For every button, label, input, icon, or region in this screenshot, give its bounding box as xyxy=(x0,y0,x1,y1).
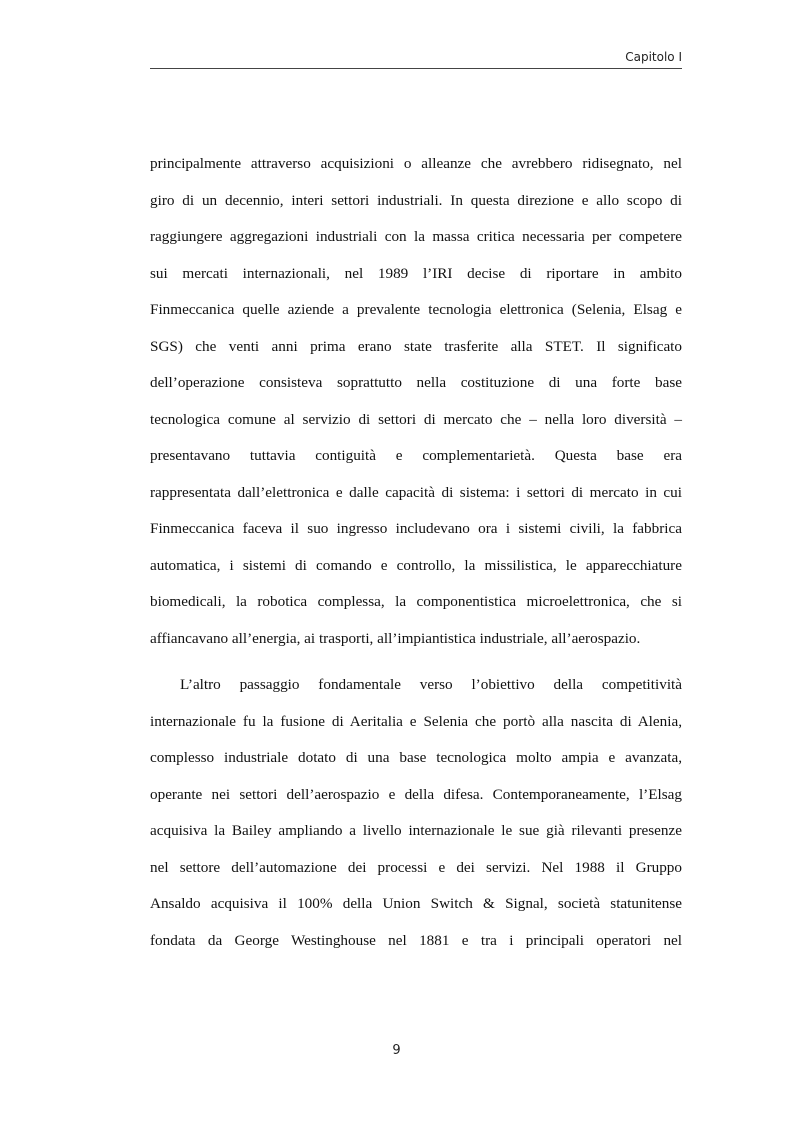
text-line: automatica, i sistemi di comando e controllo, la missilistica, le apparecchiature xyxy=(150,556,682,574)
text-line: Finmeccanica quelle aziende a prevalente tecnologia elettronica (Selenia, Elsag e xyxy=(150,301,682,318)
text-line: biomedicali, la robotica complessa, la componentistica microelettronica, che si xyxy=(150,593,682,610)
text-line: dell’operazione consisteva soprattutto nella costituzione di una forte base xyxy=(150,374,682,391)
text-line: fondata da George Westinghouse nel 1881 e tra i principali operatori nel xyxy=(150,931,682,949)
text-line: acquisiva la Bailey ampliando a livello internazionale le sue già rilevanti presenze xyxy=(150,822,682,839)
text-line: nel settore dell’automazione dei processi e dei servizi. Nel 1988 il Gruppo xyxy=(150,858,682,876)
text-line: Ansaldo acquisiva il 100% della Union Switch & Signal, società statunitense xyxy=(150,895,682,912)
text-line: operante nei settori dell’aerospazio e della difesa. Contemporaneamente, l’Elsag xyxy=(150,785,682,803)
text-line: internazionale fu la fusione di Aeritalia e Selenia che portò alla nascita di Alenia, xyxy=(150,712,682,730)
body-text xyxy=(150,146,682,959)
text-line: sui mercati internazionali, nel 1989 l’IRI decise di riportare in ambito xyxy=(150,264,682,282)
paragraph-1 xyxy=(150,146,682,657)
text-line: SGS) che venti anni prima erano state trasferite alla STET. Il significato xyxy=(150,337,682,355)
chapter-title: Capitolo I xyxy=(625,50,682,64)
text-line: tecnologica comune al servizio di settori di mercato che – nella loro diversità – xyxy=(150,410,682,428)
text-line: presentavano tuttavia contiguità e complementarietà. Questa base era xyxy=(150,447,682,464)
text-line: complesso industriale dotato di una base tecnologica molto ampia e avanzata, xyxy=(150,749,682,766)
text-line: L’altro passaggio fondamentale verso l’obiettivo della competitività xyxy=(180,676,682,693)
paragraph-2 xyxy=(150,667,682,959)
text-line: giro di un decennio, interi settori industriali. In questa direzione e allo scopo di xyxy=(150,191,682,209)
running-header xyxy=(150,48,682,69)
text-line: Finmeccanica faceva il suo ingresso includevano ora i sistemi civili, la fabbrica xyxy=(150,520,682,537)
page-number: 9 xyxy=(392,1043,401,1058)
text-line: raggiungere aggregazioni industriali con la massa critica necessaria per competere xyxy=(150,228,682,245)
text-line: affiancavano all’energia, ai trasporti, all’impiantistica industriale, all’aerospazio. xyxy=(150,629,641,647)
text-line: rappresentata dall’elettronica e dalle capacità di sistema: i settori di mercato in cui xyxy=(150,483,682,501)
text-line: principalmente attraverso acquisizioni o alleanze che avrebbero ridisegnato, nel xyxy=(150,155,682,172)
